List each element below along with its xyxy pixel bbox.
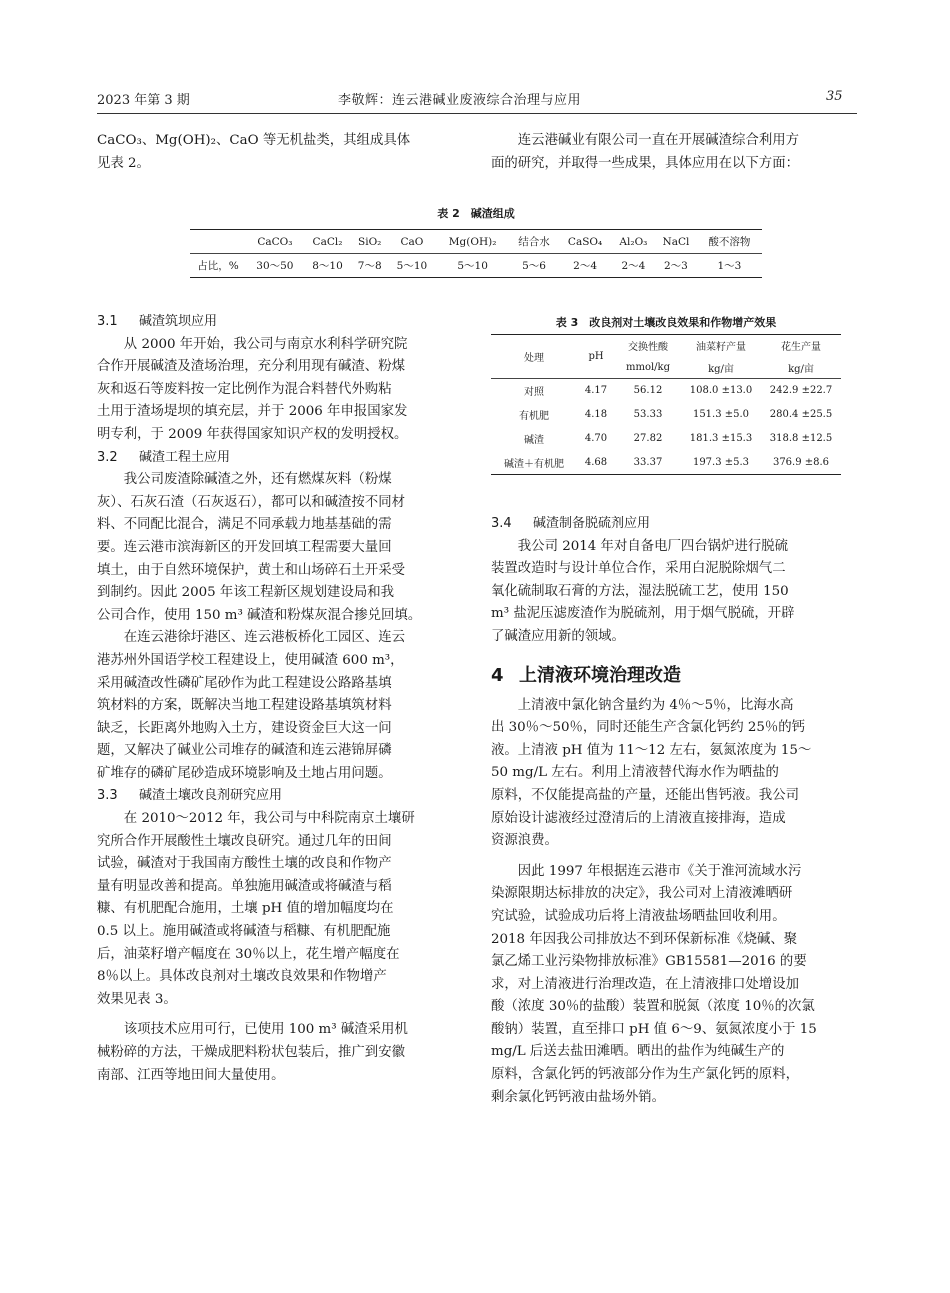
text-line: 氯乙烯工业污染物排放标准》GB15581—2016 的要 <box>491 954 807 970</box>
text-line: 试验，碱渣对于我国南方酸性土壤的改良和作物产 <box>97 856 392 872</box>
header-rule <box>97 113 857 114</box>
text-line: 酸（浓度 30％的盐酸）装置和脱氮（浓度 10％的次氯 <box>491 999 815 1015</box>
text-line: 染源限期达标排放的决定》，我公司对上清液滩晒研 <box>491 886 793 902</box>
text-line: 资源浪费。 <box>491 833 558 849</box>
table3-row <box>491 403 841 427</box>
text-line: 南部、江西等地田间大量使用。 <box>97 1067 285 1083</box>
text-line: 料、不同配比混合，满足不同承载力地基基础的需 <box>97 517 392 533</box>
table3-col-cec: 交换性酸 <box>628 342 668 354</box>
table3-cell-rape: 181.3 ±15.3 <box>689 433 753 444</box>
text-line: 该项技术应用可行，已使用 100 m³ 碱渣采用机 <box>123 1022 408 1038</box>
table3-cell-ph: 4.18 <box>584 409 608 420</box>
intro-left-line-2: 见表 2。 <box>97 155 150 171</box>
table2-data-row <box>190 254 762 278</box>
text-line: 到制约。因此 2005 年该工程新区规划建设局和我 <box>97 585 395 601</box>
paragraph-gap <box>97 1011 459 1019</box>
table3-cell-ph: 4.70 <box>584 433 608 444</box>
running-title: 李敬辉：连云港碱业废液综合治理与应用 <box>338 93 582 108</box>
text-line: 筑材料的方案，既解决当地工程建设路基填筑材料 <box>97 698 392 714</box>
table2-cell: 2～4 <box>573 260 598 272</box>
intro-right <box>491 130 854 175</box>
text-line: mg/L 后送去盐田滩晒。晒出的盐作为纯碱生产的 <box>491 1044 785 1060</box>
section-3-4-body <box>491 536 854 649</box>
table2-cell: 30～50 <box>256 260 294 272</box>
table2-col: SiO₂ <box>358 235 382 248</box>
text-line: 出 30％～50％，同时还能生产含氯化钙约 25％的钙 <box>491 720 806 736</box>
table2-col: NaCl <box>662 235 690 248</box>
paragraph-gap <box>491 853 854 861</box>
table3-row <box>491 379 841 403</box>
table3-cell-treat: 有机肥 <box>519 411 549 422</box>
text-line: 装置改造时与设计单位合作，采用白泥脱除烟气二 <box>491 561 786 577</box>
text-line: 氧化硫制取石膏的方法，湿法脱硫工艺，使用 150 <box>491 583 789 599</box>
text-line: 2018 年因我公司排放达不到环保新标准《烧碱、聚 <box>491 931 798 947</box>
right-column <box>491 513 854 1109</box>
section-3-2-heading <box>97 447 459 470</box>
table3-header-row-1 <box>491 335 841 357</box>
table3-cell-ph: 4.68 <box>584 456 608 468</box>
table2-cell: 5～10 <box>457 260 488 272</box>
text-line: 糠、有机肥配合施用，土壤 pH 值的增加幅度均在 <box>97 901 394 917</box>
section-4-heading <box>491 661 854 687</box>
table3-cell-cec: 27.82 <box>633 433 663 444</box>
text-line: 缺乏，长距离外地购入土方，建设资金巨大这一问 <box>97 720 392 736</box>
table3-cell-peanut: 376.9 ±8.6 <box>772 456 830 468</box>
section-3-4-heading <box>491 513 854 536</box>
text-line: 从 2000 年开始，我公司与南京水利科学研究院 <box>123 336 408 352</box>
section-number: 3.3 <box>97 788 118 804</box>
table2-cell: 5～10 <box>396 260 428 272</box>
table3-col-peanut: 花生产量 <box>781 342 821 354</box>
table3-col-treat: 处理 <box>491 335 577 379</box>
table2-col: CaCl₂ <box>312 235 343 248</box>
text-line: 因此 1997 年根据连云港市《关于淮河流域水污 <box>517 863 802 879</box>
section-3-1-body <box>97 334 459 447</box>
text-line: 8％以上。具体改良剂对土壤改良效果和作物增产 <box>97 969 387 985</box>
section-3-2-body <box>97 469 459 785</box>
section-title: 碱渣工程土应用 <box>139 449 231 465</box>
table3-cell-treat: 碱渣 <box>524 435 544 446</box>
table3-cell-cec: 33.37 <box>633 456 663 468</box>
text-line: 土用于渣场堤坝的填充层，并于 2006 年申报国家发 <box>97 404 408 420</box>
text-line: 效果见表 3。 <box>97 991 177 1007</box>
text-line: 在连云港徐圩港区、连云港板桥化工园区、连云 <box>123 630 405 646</box>
section-number: 3.4 <box>491 516 512 531</box>
table3-cell-peanut: 318.8 ±12.5 <box>769 433 833 444</box>
page-number: 35 <box>826 89 843 104</box>
table3-cell-treat: 对照 <box>524 387 544 399</box>
text-line: 采用碱渣改性磷矿尾砂作为此工程建设公路路基填 <box>97 675 392 691</box>
text-line: 原料，不仅能提高盐的产量，还能出售钙液。我公司 <box>491 787 799 803</box>
text-line: 灰和返石等废料按一定比例作为混合料替代外购粘 <box>97 381 392 397</box>
section-number: 3.2 <box>97 449 118 465</box>
text-line: 上清液中氯化钠含量约为 4％～5％，比海水高 <box>517 697 794 713</box>
table3-cell-cec: 53.33 <box>633 409 663 420</box>
section-3-1-heading <box>97 311 459 334</box>
table2-col: Al₂O₃ <box>619 235 648 248</box>
table3-cell-peanut: 280.4 ±25.5 <box>769 409 833 420</box>
text-line: 题，又解决了碱业公司堆存的碱渣和连云港锦屏磷 <box>97 743 392 759</box>
text-line: 究试验，试验成功后将上清液盐场晒盐回收利用。 <box>491 908 786 924</box>
intro-right-line-2: 面的研究，并取得一些成果，具体应用在以下方面： <box>491 155 799 171</box>
table2-cell: 1～3 <box>717 260 742 272</box>
intro-right-line-1: 连云港碱业有限公司一直在开展碱渣综合利用方 <box>517 133 799 148</box>
text-line: 究所合作开展酸性土壤改良研究。通过几年的田间 <box>97 833 392 849</box>
table2-caption: 表 2 碱渣组成 <box>437 207 515 220</box>
table3-cell-rape: 197.3 ±5.3 <box>692 456 750 468</box>
text-line: 了碱渣应用新的领域。 <box>491 628 625 644</box>
left-column <box>97 311 459 1087</box>
text-line: 在 2010～2012 年，我公司与中科院南京土壤研 <box>123 811 415 827</box>
text-line: 灰）、石灰石渣（石灰返石），都可以和碱渣按不同材 <box>97 494 405 510</box>
table2 <box>190 229 762 278</box>
table2-col: CaSO₄ <box>567 235 603 248</box>
section-4-body <box>491 695 854 1110</box>
section-3-3-body <box>97 808 459 1087</box>
text-line: 矿堆存的磷矿尾砂造成环境影响及土地占用问题。 <box>97 765 392 781</box>
table2-col: CaO <box>400 235 424 248</box>
table2-col: 结合水 <box>518 236 550 248</box>
table3-cell-rape: 151.3 ±5.0 <box>692 409 750 420</box>
table2-col: Mg(OH)₂ <box>448 235 497 248</box>
intro-left <box>97 130 459 175</box>
text-line: 填土，由于自然环境保护，黄土和山场碎石土开采受 <box>97 562 405 578</box>
text-line: 后，油菜籽增产幅度在 30％以上，花生增产幅度在 <box>97 946 400 962</box>
table3-caption: 表 3 改良剂对土壤改良效果和作物增产效果 <box>555 316 777 329</box>
table2-cell: 8～10 <box>312 260 343 272</box>
table3-unit-cec: mmol/kg <box>625 361 670 373</box>
section-title: 上清液环境治理改造 <box>519 664 681 686</box>
table2-cell: 7～8 <box>357 260 382 272</box>
text-line: 明专利，于 2009 年获得国家知识产权的发明授权。 <box>97 426 408 442</box>
table3-col-ph: pH <box>577 335 615 379</box>
table3-cell-ph: 4.17 <box>584 385 608 397</box>
table2-col: CaCO₃ <box>257 235 293 248</box>
table2-cell: 5～6 <box>522 260 546 272</box>
table2-col: 酸不溶物 <box>708 236 751 248</box>
section-title: 碱渣筑坝应用 <box>139 314 218 329</box>
section-3-3-heading <box>97 785 459 808</box>
journal-issue: 2023 年第 3 期 <box>97 93 190 108</box>
text-line: 求，对上清液进行治理改造，在上清液排口处增设加 <box>491 976 799 992</box>
intro-left-line-1: CaCO₃、Mg(OH)₂、CaO 等无机盐类，其组成具体 <box>97 133 411 148</box>
table3-unit-rape: kg/亩 <box>708 363 734 375</box>
table2-corner <box>190 230 246 254</box>
text-line: 我公司 2014 年对自备电厂四台锅炉进行脱硫 <box>517 538 789 554</box>
text-line: 液。上清液 pH 值为 11～12 左右，氨氮浓度为 15～ <box>491 742 812 758</box>
table3-col-rape: 油菜籽产量 <box>696 342 746 354</box>
text-line: 50 mg/L 左右。利用上清液替代海水作为晒盐的 <box>491 765 779 781</box>
text-line: 械粉碎的方法，干燥成肥料粉状包装后，推广到安徽 <box>97 1045 405 1060</box>
table3-cell-rape: 108.0 ±13.0 <box>689 385 753 397</box>
section-number: 3.1 <box>97 314 118 329</box>
text-line: 剩余氯化钙钙液由盐场外销。 <box>491 1089 666 1105</box>
table3-cell-peanut: 242.9 ±22.7 <box>769 385 833 397</box>
text-line: 原始设计滤液经过澄清后的上清液直接排海，造成 <box>491 810 786 826</box>
section-title: 碱渣制备脱硫剂应用 <box>533 516 651 531</box>
table3-unit-peanut: kg/亩 <box>788 363 814 375</box>
section-number: 4 <box>491 664 504 686</box>
text-line: m³ 盐泥压滤废渣作为脱硫剂，用于烟气脱硫，开辟 <box>491 606 795 622</box>
text-line: 0.5 以上。施用碱渣或将碱渣与稻糠、有机肥配施 <box>97 924 391 940</box>
table3 <box>491 334 841 475</box>
text-line: 酸钠）装置，直至排口 pH 值 6～9、氨氮浓度小于 15 <box>491 1021 817 1037</box>
table2-cell: 2～4 <box>621 260 646 272</box>
table2-cell: 2～3 <box>664 260 688 272</box>
table3-cell-cec: 56.12 <box>633 385 663 397</box>
text-line: 我公司废渣除碱渣之外，还有燃煤灰料（粉煤 <box>123 472 392 488</box>
table3-cell-treat: 碱渣＋有机肥 <box>504 458 564 470</box>
text-line: 要。连云港市滨海新区的开发回填工程需要大量回 <box>97 539 392 555</box>
text-line: 公司合作，使用 150 m³ 碱渣和粉煤灰混合掺兑回填。 <box>97 607 422 623</box>
table2-row-label: 占比，% <box>197 260 239 272</box>
text-line: 原料，含氯化钙的钙液部分作为生产氯化钙的原料， <box>491 1067 799 1083</box>
table2-header-row <box>190 230 762 254</box>
text-line: 合作开展碱渣及渣场治理，充分利用现有碱渣、粉煤 <box>97 359 405 375</box>
table3-row <box>491 451 841 475</box>
text-line: 港苏州外国语学校工程建设上，使用碱渣 600 m³， <box>97 652 404 668</box>
section-title: 碱渣土壤改良剂研究应用 <box>139 788 283 804</box>
text-line: 量有明显改善和提高。单独施用碱渣或将碱渣与稻 <box>97 878 392 894</box>
table3-row <box>491 427 841 451</box>
